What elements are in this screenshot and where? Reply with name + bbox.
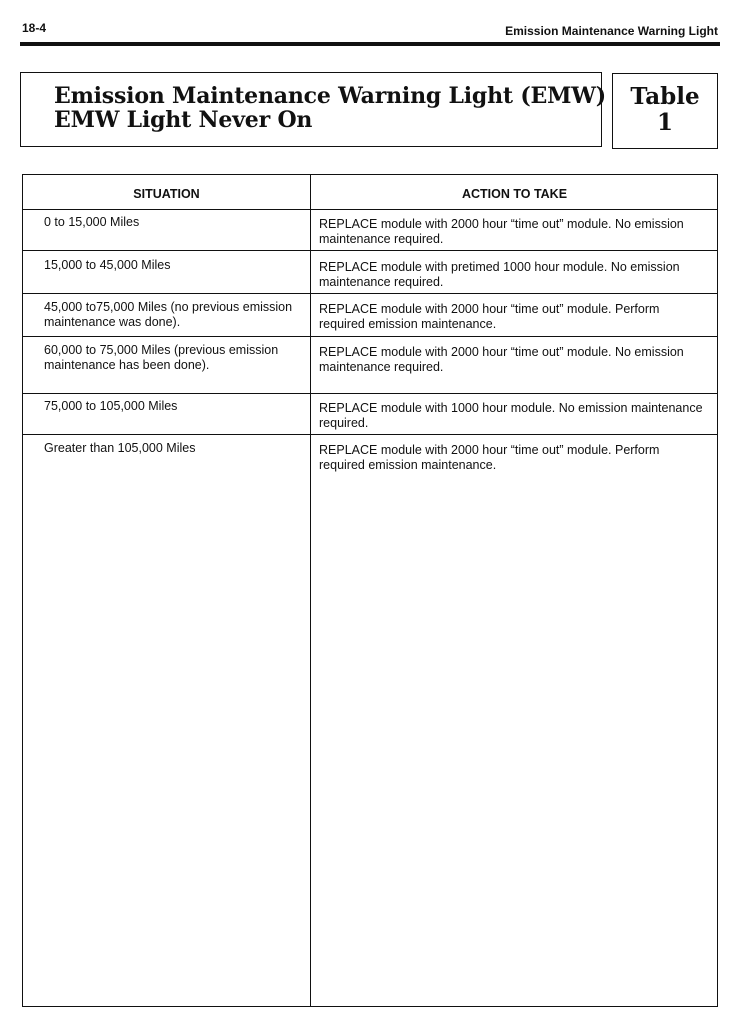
running-header-title: Emission Maintenance Warning Light bbox=[505, 24, 718, 38]
table-label-number: 1 bbox=[656, 109, 673, 136]
situation-action-table bbox=[22, 174, 718, 1007]
row-1-situation: 0 to 15,000 Miles bbox=[44, 215, 140, 229]
row-4-action: REPLACE module with 2000 hour “time out” module. No emission maintenance required. bbox=[319, 345, 684, 374]
row-4-situation: 60,000 to 75,000 Miles (previous emission maintenance has been done). bbox=[44, 343, 279, 372]
table-number-box bbox=[612, 73, 718, 149]
column-divider bbox=[310, 175, 311, 1006]
row-divider bbox=[23, 209, 717, 210]
row-divider bbox=[23, 293, 717, 294]
row-divider bbox=[23, 393, 717, 394]
row-5-action: REPLACE module with 1000 hour module. No emission maintenance required. bbox=[319, 401, 703, 430]
row-6-action: REPLACE module with 2000 hour “time out” module. Perform required emission maintenance. bbox=[319, 443, 660, 472]
title-box bbox=[20, 72, 606, 147]
row-divider bbox=[23, 250, 717, 251]
row-3-action: REPLACE module with 2000 hour “time out” module. Perform required emission maintenance. bbox=[319, 302, 660, 331]
row-divider bbox=[23, 336, 717, 337]
header-situation: SITUATION bbox=[133, 187, 200, 201]
row-6-situation: Greater than 105,000 Miles bbox=[44, 441, 196, 455]
title-line-1: Emission Maintenance Warning Light (EMW) bbox=[54, 83, 606, 109]
row-1-action: REPLACE module with 2000 hour “time out” module. No emission maintenance required. bbox=[319, 217, 684, 246]
row-5-situation: 75,000 to 105,000 Miles bbox=[44, 399, 178, 413]
row-2-situation: 15,000 to 45,000 Miles bbox=[44, 258, 171, 272]
page-number: 18-4 bbox=[22, 21, 47, 35]
title-line-2: EMW Light Never On bbox=[54, 107, 313, 133]
row-2-action: REPLACE module with pretimed 1000 hour module. No emission maintenance required. bbox=[319, 260, 680, 289]
header-action: ACTION TO TAKE bbox=[461, 187, 568, 201]
row-divider bbox=[23, 434, 717, 435]
header-rule bbox=[20, 42, 720, 46]
table-label-word: Table bbox=[630, 83, 700, 110]
row-3-situation: 45,000 to75,000 Miles (no previous emission maintenance was done). bbox=[44, 300, 293, 329]
